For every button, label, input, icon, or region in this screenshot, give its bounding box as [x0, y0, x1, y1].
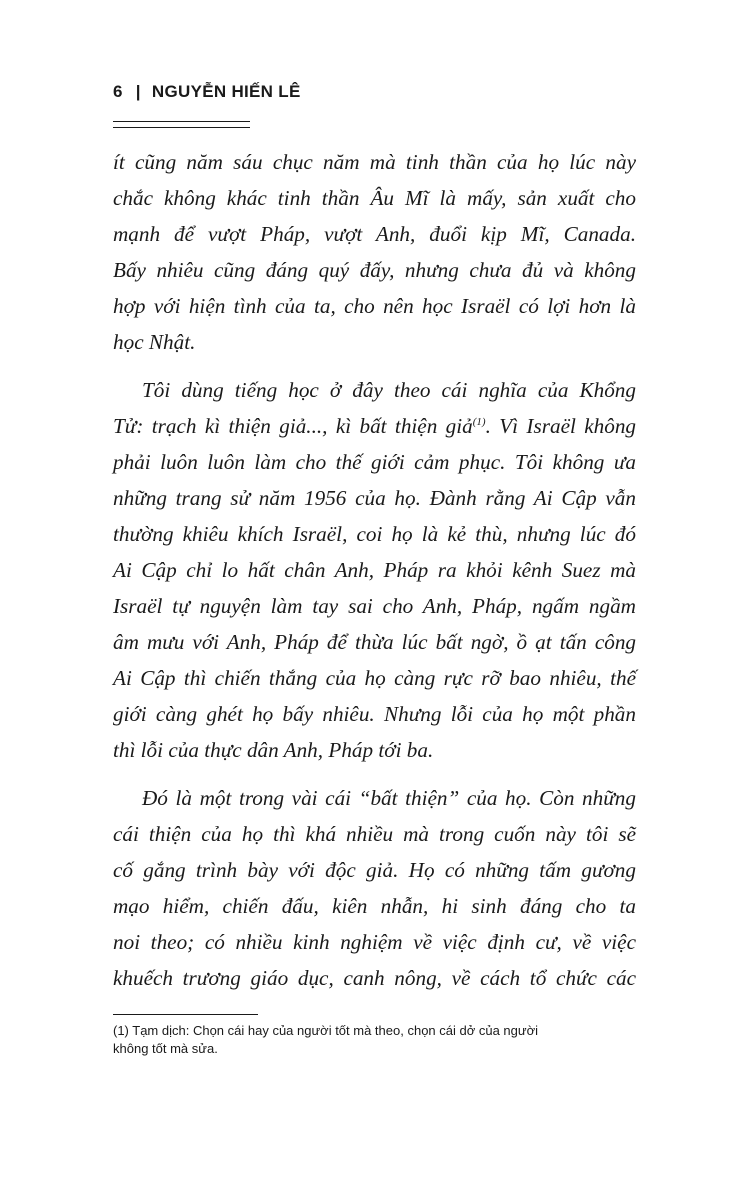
text-line: học Nhật.: [113, 330, 196, 354]
text-line: Ai Cập chỉ lo hất chân Anh, Pháp ra khỏi kênh Suez mà: [113, 558, 636, 582]
text-line: chắc không khác tinh thần Âu Mĩ là mấy, sản xuất cho: [113, 186, 636, 210]
page-number: 6: [113, 82, 123, 101]
running-header: [113, 82, 301, 102]
header-rule: [113, 121, 250, 128]
text-line: Israël tự nguyện làm tay sai cho Anh, Pháp, ngấm ngầm: [113, 594, 636, 618]
text-line: mạnh để vượt Pháp, vượt Anh, đuổi kịp Mĩ, Canada.: [113, 222, 636, 246]
text-line-with-footnote: [113, 408, 636, 444]
footnote-rule: [113, 1014, 258, 1015]
text-line: thì lỗi của thực dân Anh, Pháp tới ba.: [113, 738, 434, 762]
text-segment: . Vì Israël không: [485, 414, 637, 438]
paragraph-2: [113, 372, 636, 768]
text-line: Đó là một trong vài cái “bất thiện” của họ. Còn những: [142, 786, 636, 810]
text-line: ít cũng năm sáu chục năm mà tinh thần của họ lúc này: [113, 150, 636, 174]
text-line: noi theo; có nhiều kinh nghiệm về việc định cư, về việc: [113, 930, 636, 954]
text-line: những trang sử năm 1956 của họ. Đành rằng Ai Cập vẫn: [113, 486, 636, 510]
footnote-line: (1) Tạm dịch: Chọn cái hay của người tốt mà theo, chọn cái dở của người: [113, 1023, 539, 1038]
text-segment: Tử: trạch kì thiện giả..., kì bất thiện giả: [113, 414, 473, 438]
text-line: mạo hiểm, chiến đấu, kiên nhẫn, hi sinh đáng cho ta: [113, 894, 636, 918]
footnote: [113, 1022, 638, 1058]
text-line: khuếch trương giáo dục, canh nông, về cách tổ chức các: [113, 966, 636, 990]
text-line: giới càng ghét họ bấy nhiêu. Nhưng lỗi của họ một phần: [113, 702, 636, 726]
paragraph-3: [113, 780, 636, 996]
text-line: cố gắng trình bày với độc giả. Họ có những tấm gương: [113, 858, 636, 882]
footnote-line: không tốt mà sửa.: [113, 1041, 218, 1056]
text-line: âm mưu với Anh, Pháp để thừa lúc bất ngờ, ồ ạt tấn công: [113, 630, 636, 654]
text-line: phải luôn luôn làm cho thế giới cảm phục. Tôi không ưa: [113, 450, 636, 474]
text-line: hợp với hiện tình của ta, cho nên học Israël có lợi hơn là: [113, 294, 636, 318]
text-line: Ai Cập thì chiến thắng của họ càng rực rỡ bao nhiêu, thế: [113, 666, 636, 690]
text-line: Bấy nhiêu cũng đáng quý đấy, nhưng chưa đủ và không: [113, 258, 636, 282]
text-line: thường khiêu khích Israël, coi họ là kẻ thù, nhưng lúc đó: [113, 522, 636, 546]
body-text: [113, 144, 636, 996]
author-name: NGUYỄN HIẾN LÊ: [151, 82, 301, 101]
footnote-marker[interactable]: (1): [472, 415, 486, 428]
text-line: cái thiện của họ thì khá nhiều mà trong cuốn này tôi sẽ: [113, 822, 636, 846]
text-line: Tôi dùng tiếng học ở đây theo cái nghĩa của Khổng: [142, 378, 636, 402]
paragraph-1: [113, 144, 636, 360]
header-separator: |: [135, 82, 141, 101]
